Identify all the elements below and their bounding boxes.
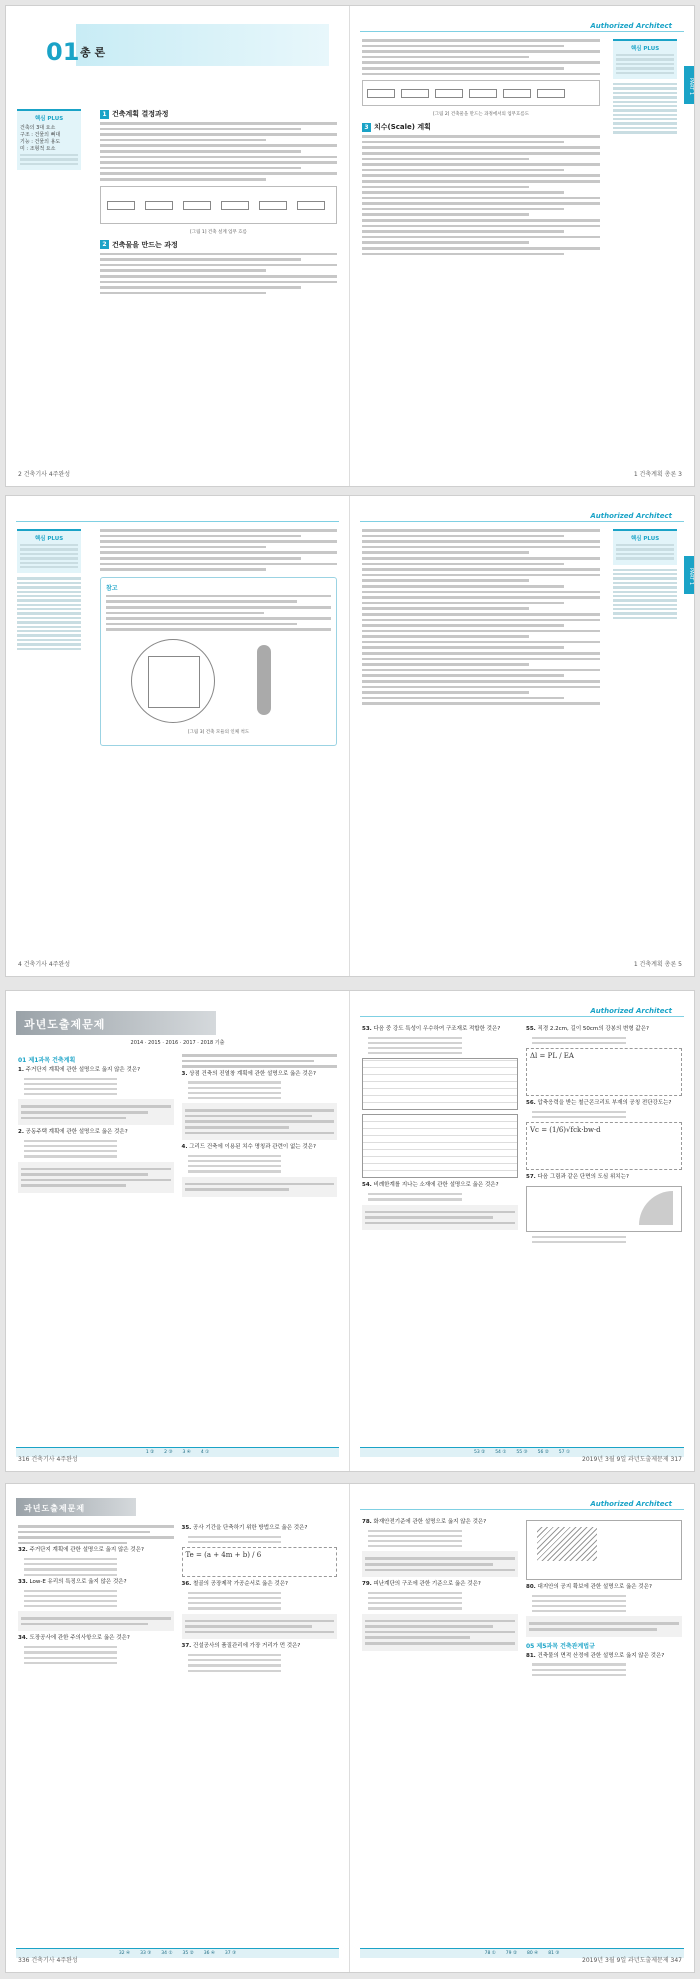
section-title: 치수(Scale) 계획: [374, 123, 431, 132]
question-columns: [18, 1051, 337, 1437]
question-column: [182, 1051, 338, 1437]
question: 35. 공사 기간을 단축하기 위한 방법으로 옳은 것은?: [181, 1525, 308, 1531]
plus-sidebar: [610, 36, 680, 466]
page-number: 336 건축기사 4주완성: [18, 1957, 78, 1964]
spread-3: [5, 990, 695, 1472]
page-number: 1 건축계획 총론 5: [633, 961, 682, 968]
formula-box: Te = (a + 4m + b) / 6: [182, 1547, 338, 1577]
brand-title: Authorized Architect: [590, 512, 672, 520]
page-316: [6, 991, 350, 1471]
question: 2. 공동주택 계획에 관한 설명으로 옳은 것은?: [18, 1129, 128, 1136]
chapter-number: 01: [46, 38, 80, 66]
plus-sidebar: [610, 526, 680, 956]
plus-box: [613, 529, 677, 565]
section-number: 3: [362, 123, 371, 132]
section-title: 01 제1과목 건축계획: [18, 1057, 76, 1064]
formula-box: Vc = (1/6)√fck·bw·d: [526, 1122, 682, 1170]
plus-sidebar: [14, 106, 84, 466]
plus-title: 핵심 PLUS: [630, 46, 660, 52]
figure-caption: [그림 3] 건축 모듈의 인체 척도: [187, 729, 250, 735]
module-figure: [106, 635, 331, 727]
page-317: [350, 991, 694, 1471]
plus-title: 핵심 PLUS: [630, 536, 660, 542]
main-column: [358, 526, 604, 954]
plus-title: 핵심 PLUS: [34, 536, 64, 542]
chapter-name: 총 론: [80, 46, 106, 59]
question: 33. Low-E 유리의 특징으로 옳지 않은 것은?: [18, 1578, 127, 1585]
question: 57. 다음 그림과 같은 단면의 도심 위치는?: [526, 1174, 629, 1181]
page-number: 316 건축기사 4주완성: [18, 1456, 78, 1463]
past-exam-banner: 과년도출제문제: [16, 1011, 216, 1035]
section-heading: [362, 122, 600, 132]
part-tab[interactable]: PART 1: [684, 556, 694, 594]
modulor-figure: [227, 639, 307, 723]
question: 53. 다음 중 강도 특성이 우수하여 구조재로 적합한 것은?: [362, 1026, 501, 1032]
section-heading: [100, 109, 337, 119]
formula-box: Δl = PL / EA: [526, 1048, 682, 1096]
side-note: 구조 : 건물의 뼈대: [20, 132, 61, 138]
brand-title: Authorized Architect: [590, 1007, 672, 1015]
section-number: 2: [100, 240, 109, 249]
spread-1: [5, 5, 695, 487]
section-number: 1: [100, 110, 109, 119]
stair-figure: [526, 1520, 682, 1580]
question-columns: [18, 1522, 337, 1938]
section-title: 건축계획 결정과정: [112, 110, 169, 118]
question-column: [526, 1023, 682, 1437]
flow-diagram: [362, 80, 600, 106]
side-note: 기능 : 건물의 용도: [20, 139, 61, 145]
question: 80. 대지안의 공지 확보에 관한 설명으로 옳은 것은?: [526, 1584, 652, 1590]
part-tab[interactable]: PART 1: [684, 66, 694, 104]
answer-bar: 1 ② 2 ③ 3 ④ 4 ①: [16, 1447, 339, 1457]
property-table: [362, 1058, 518, 1110]
question: 1. 주거단지 계획에 관한 설명으로 옳지 않은 것은?: [18, 1067, 141, 1073]
question: 4. 그리드 건축에 이용된 치수 명칭과 관련이 없는 것은?: [181, 1144, 316, 1151]
question: 36. 철골의 공장제작 가공순서로 옳은 것은?: [181, 1581, 288, 1588]
page-2: [6, 6, 350, 486]
side-note: 건축의 3대 요소: [20, 125, 56, 131]
brand-title: Authorized Architect: [590, 22, 672, 30]
question: 37. 건설공사의 품질관리에 가장 거리가 먼 것은?: [181, 1643, 301, 1650]
plus-sidebar: [14, 526, 84, 956]
page-number: 1 건축계획 총론 3: [633, 471, 682, 478]
section-heading: [100, 240, 337, 250]
question-column: [526, 1516, 682, 1938]
question: 78. 화재안전기준에 관한 설명으로 옳지 않은 것은?: [362, 1519, 487, 1525]
question-columns: [362, 1516, 682, 1938]
page-number: 4 건축기사 4주완성: [18, 961, 71, 968]
spread-2: [5, 495, 695, 977]
page-4: [6, 496, 350, 976]
question: 32. 주거단지 계획에 관한 설명으로 옳지 않은 것은?: [18, 1547, 144, 1554]
main-column: [96, 106, 341, 464]
note-title: 참고: [106, 584, 118, 592]
spread-4: [5, 1483, 695, 1973]
plus-title: 핵심 PLUS: [34, 116, 64, 122]
page-number: 2019년 3월 9일 과년도출제문제 317: [582, 1456, 682, 1463]
question: 81. 건축물의 면적 산정에 관한 설명으로 옳지 않은 것은?: [526, 1652, 665, 1659]
page-347: [350, 1484, 694, 1972]
question: 34. 도장공사에 관한 주의사항으로 옳은 것은?: [18, 1635, 130, 1642]
main-column: [96, 526, 341, 954]
plus-box: [613, 39, 677, 79]
main-column: [358, 36, 604, 464]
question-column: [18, 1051, 174, 1437]
question: 55. 직경 2.2cm, 길이 50cm의 강봉의 변형 값은?: [526, 1026, 649, 1032]
question-column: [362, 1023, 518, 1437]
answer-bar: 78 ① 79 ② 80 ④ 81 ③: [360, 1948, 684, 1958]
comparison-table: [362, 1114, 518, 1178]
question-column: [182, 1522, 338, 1938]
question: 56. 압축응력을 받는 철근콘크리트 부재의 공칭 전단강도는?: [526, 1100, 672, 1107]
section-title: 05 제5과목 건축관계법규: [526, 1642, 595, 1650]
question: 3. 상점 건축의 진열창 계획에 관한 설명으로 옳은 것은?: [181, 1070, 316, 1077]
question-column: [362, 1516, 518, 1938]
question-column: [18, 1522, 174, 1938]
brand-title: Authorized Architect: [590, 1500, 672, 1508]
page-5: [350, 496, 694, 976]
figure-caption: [그림 1] 건축 설계 업무 흐름: [190, 229, 247, 235]
answer-bar: 32 ④ 33 ③ 34 ① 35 ② 36 ④ 37 ③: [16, 1948, 339, 1958]
question: 79. 피난계단의 구조에 관한 기준으로 옳은 것은?: [362, 1581, 481, 1588]
section-title: 건축물을 만드는 과정: [112, 240, 178, 249]
section-figure: [526, 1186, 682, 1232]
answer-bar: 53 ② 54 ① 55 ③ 56 ② 57 ①: [360, 1447, 684, 1457]
vitruvian-figure: [131, 639, 215, 723]
past-exam-banner: 과년도출제문제: [16, 1498, 136, 1516]
side-note: 미 : 조형적 요소: [20, 146, 56, 152]
plus-box: [17, 109, 81, 170]
figure-caption: [그림 2] 건축물을 만드는 과정에서의 업무흐름도: [432, 112, 530, 118]
plus-box: [17, 529, 81, 573]
question: 54. 비례한계를 지나는 소재에 관한 설명으로 옳은 것은?: [362, 1182, 499, 1189]
exam-years: 2014 · 2015 · 2016 · 2017 · 2018 기출: [130, 1040, 225, 1046]
page-336: [6, 1484, 350, 1972]
flow-diagram: [100, 186, 337, 224]
page-number: 2019년 3월 9일 과년도출제문제 347: [582, 1957, 682, 1964]
note-box: [100, 577, 337, 746]
question-columns: [362, 1023, 682, 1437]
page-number: 2 건축기사 4주완성: [18, 471, 71, 478]
chapter-title-band: [76, 24, 329, 66]
page-3: [350, 6, 694, 486]
